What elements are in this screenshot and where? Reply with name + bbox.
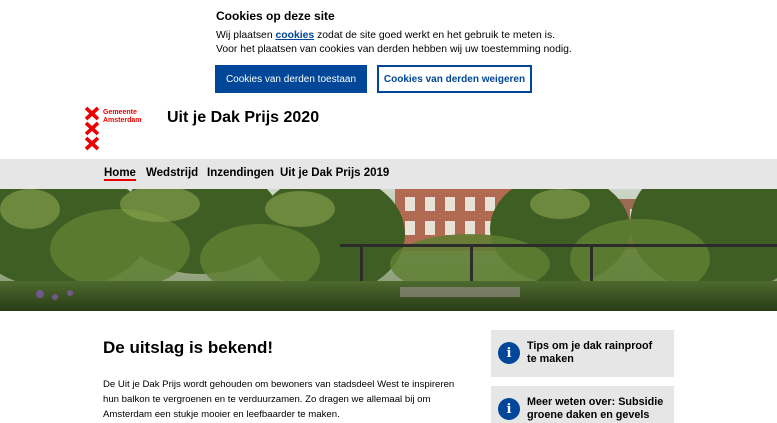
page-heading: De uitslag is bekend! — [103, 338, 274, 357]
cookie-text — [216, 29, 576, 57]
nav-inzendingen[interactable]: Inzendingen — [207, 167, 275, 179]
intro-line2: hun balkon te vergroenen en te verduurzamen. Zo dragen we allemaal bij om — [103, 394, 431, 405]
logo-text — [103, 109, 142, 125]
sidebar-card-subsidie[interactable] — [491, 386, 674, 423]
nav-uit-je-dak-2019[interactable]: Uit je Dak Prijs 2019 — [280, 167, 390, 179]
info-icon: i — [498, 398, 520, 420]
sidebar-card-rainproof[interactable] — [491, 330, 674, 377]
cookies-link[interactable]: cookies — [275, 30, 315, 41]
intro-line1: De Uit je Dak Prijs wordt gehouden om bewoners van stadsdeel West te inspireren — [103, 379, 455, 390]
card-line2: te maken — [527, 353, 574, 365]
site-title: Uit je Dak Prijs 2020 — [167, 109, 320, 126]
amsterdam-crosses-icon — [84, 106, 100, 152]
cookie-text-end: zodat de site goed werkt en het gebruik te meten is. — [314, 30, 556, 41]
accept-cookies-button[interactable]: Cookies van derden toestaan — [215, 65, 367, 93]
nav-wedstrijd[interactable]: Wedstrijd — [146, 167, 199, 179]
logo-line2: Amsterdam — [103, 117, 142, 124]
card-line2: groene daken en gevels — [527, 409, 650, 421]
cookie-title: Cookies op deze site — [216, 9, 335, 23]
card-line1: Tips om je dak rainproof — [527, 340, 653, 352]
main-navigation — [0, 159, 777, 189]
cookie-banner — [0, 0, 777, 100]
nav-home[interactable]: Home — [104, 167, 136, 179]
sidebar-card-label — [527, 340, 667, 366]
cookie-text-line2: Voor het plaatsen van cookies van derden hebben wij uw toestemming nodig. — [216, 44, 572, 55]
cookie-text-start: Wij plaatsen — [216, 30, 276, 41]
hero-image — [0, 189, 777, 311]
gemeente-amsterdam-logo[interactable] — [84, 106, 154, 152]
garden-photo — [0, 189, 777, 311]
intro-text — [103, 377, 473, 422]
info-icon: i — [498, 342, 520, 364]
intro-line3: Amsterdam een stukje mooier en leefbaarder te maken. — [103, 409, 340, 420]
card-line1: Meer weten over: Subsidie — [527, 396, 664, 408]
sidebar-card-label — [527, 396, 667, 422]
decline-cookies-button[interactable]: Cookies van derden weigeren — [377, 65, 532, 93]
logo-line1: Gemeente — [103, 109, 137, 116]
